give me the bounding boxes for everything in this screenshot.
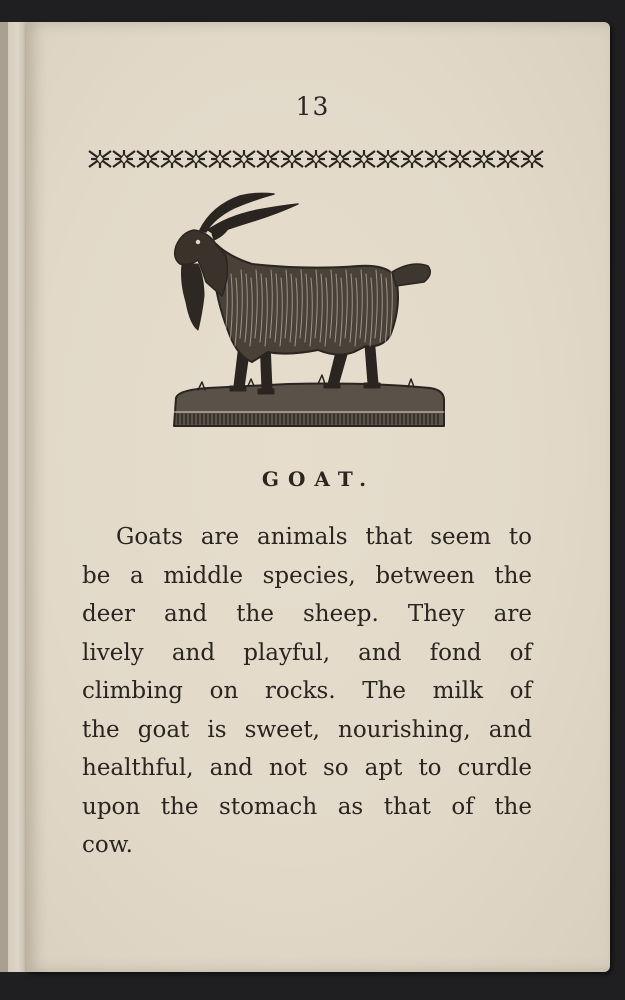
ornament-motif <box>329 150 351 168</box>
page-number: 13 <box>295 92 330 121</box>
text-line: healthful, and not so apt to curdle <box>82 755 532 781</box>
ornament-motif <box>89 150 111 168</box>
ornament-motif <box>161 150 183 168</box>
goat-woodcut-icon <box>168 186 453 436</box>
body-paragraph <box>82 518 532 865</box>
text-line: Goats are animals that seem to <box>116 524 532 550</box>
text-line: the goat is sweet, nourishing, and <box>82 716 532 743</box>
section-heading: GOAT. <box>261 467 376 491</box>
ornament-motif <box>449 150 471 168</box>
text-line: upon the stomach as that of the <box>82 793 532 820</box>
ornament-motif <box>401 150 423 168</box>
text-line: lively and playful, and fond of <box>82 639 532 666</box>
ornament-motif <box>185 150 207 168</box>
ornament-motif <box>521 150 543 168</box>
ornament-motif <box>305 150 327 168</box>
decorative-border-icon <box>88 146 544 172</box>
text-line: deer and the sheep. They are <box>82 601 532 627</box>
ornament-motif <box>473 150 495 168</box>
ornament-motif <box>257 150 279 168</box>
ornament-motif <box>137 150 159 168</box>
ornament-motif <box>281 150 303 168</box>
ornament-motif <box>425 150 447 168</box>
ornament-motif <box>353 150 375 168</box>
ornament-motif <box>113 150 135 168</box>
text-line: climbing on rocks. The milk of <box>82 678 532 704</box>
ornament-motif <box>209 150 231 168</box>
text-line: be a middle species, between the <box>82 562 532 589</box>
ornament-motif <box>377 150 399 168</box>
text-line: cow. <box>82 832 133 858</box>
ornament-motif <box>497 150 519 168</box>
left-page-shadow <box>0 22 8 972</box>
ornament-motif <box>233 150 255 168</box>
